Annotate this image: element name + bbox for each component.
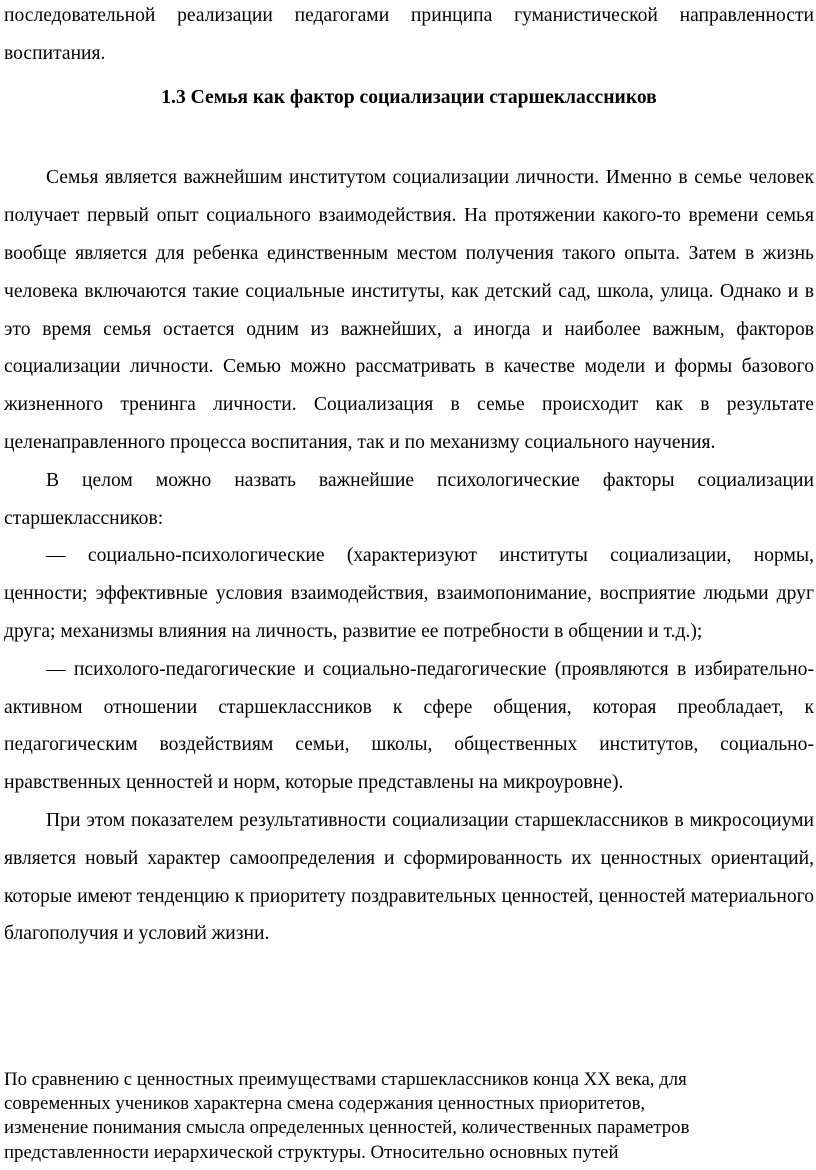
tail-line: представленности иерархической структуры. Относительно основных путей (4, 1141, 619, 1163)
continuation-paragraph (4, 1068, 804, 1165)
paragraph-results: При этом показателем результативности социализации старшеклассников в микросоциуми является новый характер самоопределения и сформированность их ценностных ориентаций, которые имеют тенденцию к приоритету поздравительных ценностей, ценностей материального благополучия и условий жизни. (4, 809, 814, 945)
tail-line: изменение понимания смысла определенных ценностей, количественных параметров (4, 1117, 690, 1139)
tail-line: По сравнению с ценностных преимуществами старшеклассников конца ХХ века, для (4, 1069, 687, 1090)
intro-paragraph: последовательной реализации педагогами принципа гуманистической направленности воспитания. (4, 5, 814, 64)
list-item-psycho-pedagogical: — психолого-педагогические и социально-педагогические (проявляются в избирательно-активном отношении старшеклассников к сфере общения, которая преобладает, к педагогическим воздействиям семьи, школы, общественных институтов, социально-нравственных ценностей и норм, которые представлены на микроуровне). (4, 658, 814, 794)
section-heading: 1.3 Семья как фактор социализации старшеклассников (161, 86, 657, 108)
paragraph-family-institute: Семья является важнейшим институтом социализации личности. Именно в семье человек получает первый опыт социального взаимодействия. На протяжении какого-то времени семья вообще является для ребенка единственным местом получения такого опыта. Затем в жизнь человека включаются такие социальные институты, как детский сад, школа, улица. Однако и в это время семья остается одним из важнейших, а иногда и наиболее важным, факторов социализации личности. Семью можно рассматривать в качестве модели и формы базового жизненного тренинга личности. Социализация в семье происходит как в результате целенаправленного процесса воспитания, так и по механизму социального научения. (4, 167, 814, 453)
tail-line: современных учеников характерна смена содержания ценностных приоритетов, (4, 1093, 646, 1115)
document-body (4, 0, 814, 953)
paragraph-factors-intro: В целом можно назвать важнейшие психологические факторы социализации старшеклассников: (4, 469, 814, 529)
list-item-socio-psychological: — социально-психологические (характеризуют институты социализации, нормы, ценности; эффективные условия взаимодействия, взаимопонимание, восприятие людьми друг друга; механизмы влияния на личность, развитие ее потребности в общении и т.д.); (4, 545, 814, 642)
